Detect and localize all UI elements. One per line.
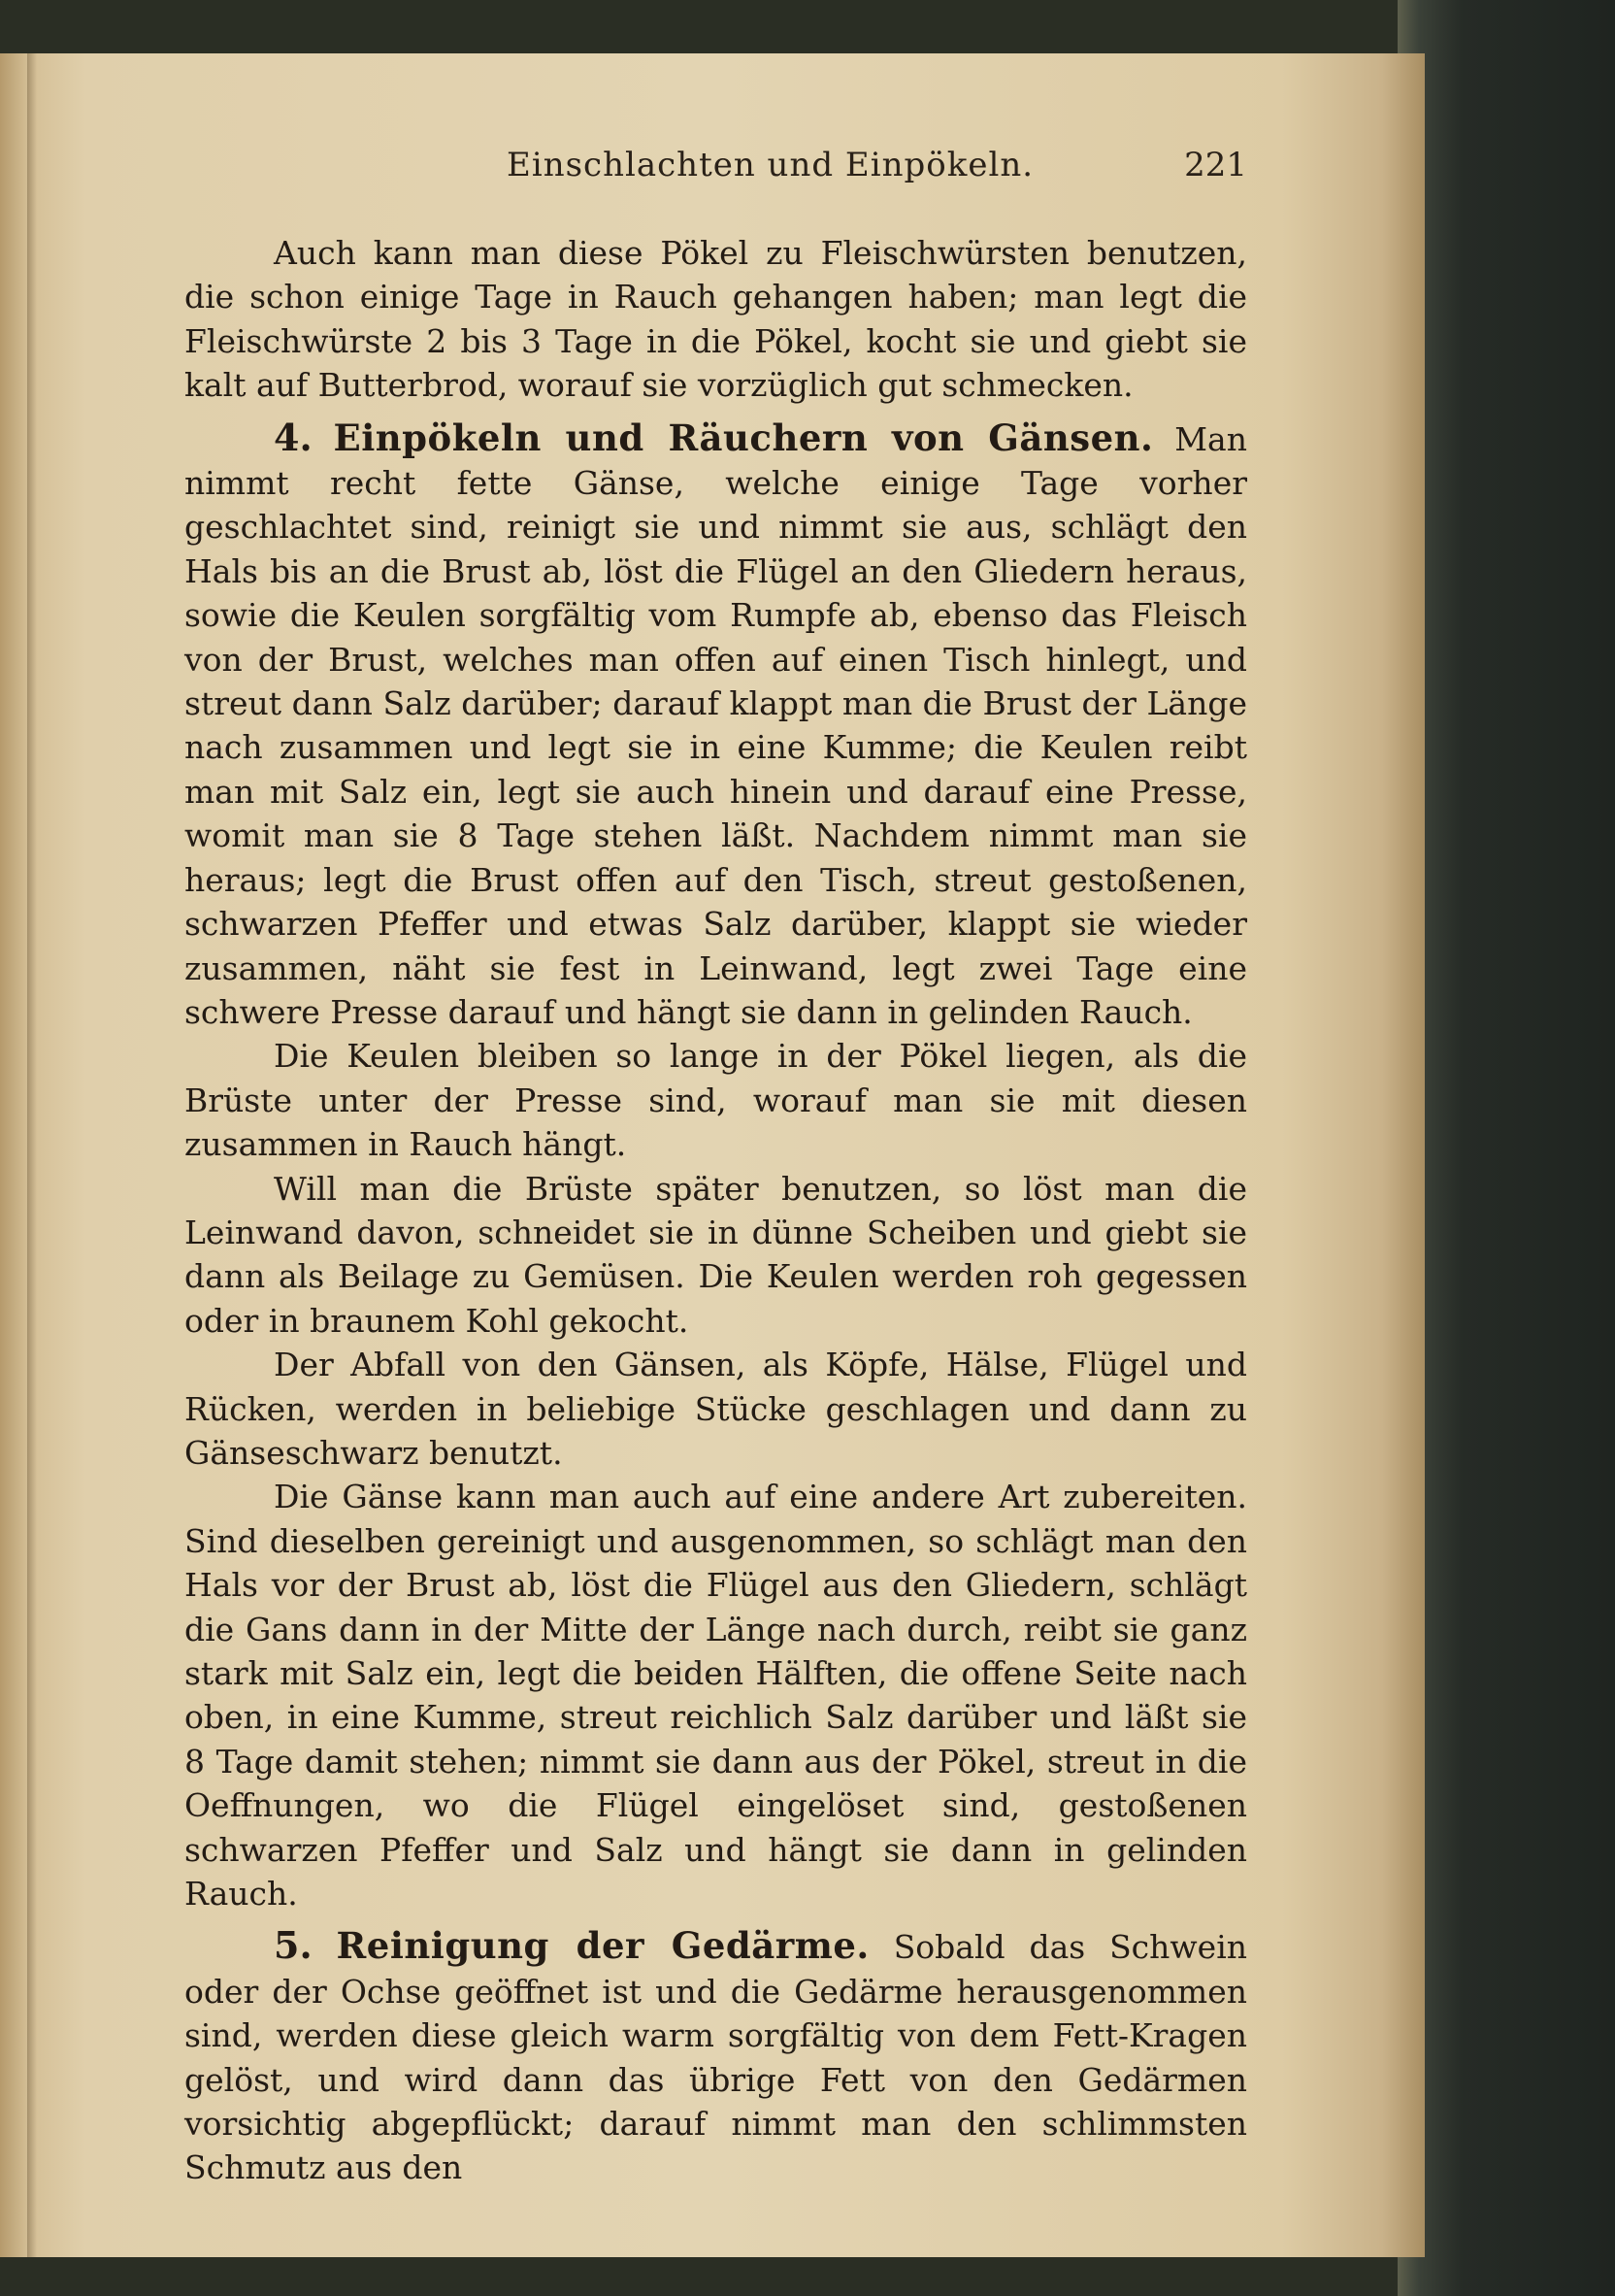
page-number: 221	[1184, 146, 1247, 184]
section-4-number: 4.	[274, 415, 313, 459]
paragraph-brueste: Will man die Brüste später benutzen, so löst man die Leinwand davon, schneidet sie in dünne Scheiben und giebt sie dann als Beilage zu Gemüsen. Die Keulen werden roh gegessen oder in braunem Kohl gekocht.	[184, 1169, 1247, 1340]
paragraph-keulen: Die Keulen bleiben so lange in der Pökel liegen, als die Brüste unter der Presse sind, worauf man sie mit diesen zusammen in Rauch hängt.	[184, 1037, 1247, 1164]
page-gutter-shadow	[27, 53, 37, 2257]
paragraph-fleischwuerste: Auch kann man diese Pökel zu Fleischwürsten benutzen, die schon einige Tage in Rauch gehangen haben; man legt die Fleischwürste 2 bis 3 Tage in die Pökel, kocht sie und giebt sie kalt auf Butterbrod, worauf sie vorzüglich gut schmecken.	[184, 234, 1247, 405]
page-header	[184, 146, 1247, 204]
section-5-number: 5.	[274, 1923, 313, 1968]
section-4-paragraph	[184, 416, 1247, 1035]
section-5-text: Sobald das Schwein oder der Ochse geöffnet ist und die Gedärme herausgenommen sind, werden diese gleich warm sorgfältig von dem Fett-Kragen gelöst, und wird dann das übrige Fett von den Gedärmen vorsichtig abgepflückt; darauf nimmt man den schlimmsten Schmutz aus den	[184, 1928, 1247, 2187]
body-text	[184, 231, 1247, 2190]
section-5-title: Reinigung der Gedärme.	[336, 1924, 870, 1968]
book-cover-edge	[1398, 0, 1615, 2296]
section-5-paragraph	[184, 1923, 1247, 2189]
running-title: Einschlachten und Einpökeln.	[507, 146, 1035, 184]
section-4-text: Man nimmt recht fette Gänse, welche einige Tage vorher geschlachtet sind, reinigt sie und nimmt sie aus, schlägt den Hals bis an die Brust ab, löst die Flügel an den Gliedern heraus, sowie die Keulen sorgfältig vom Rumpfe ab, ebenso das Fleisch von der Brust, welches man offen auf einen Tisch hinlegt, und streut dann Salz darüber; darauf klappt man die Brust der Länge nach zusammen und legt sie in eine Kumme; die Keulen reibt man mit Salz ein, legt sie auch hinein und darauf eine Presse, womit man sie 8 Tage stehen läßt. Nachdem nimmt man sie heraus; legt die Brust offen auf den Tisch, streut gestoßenen, schwarzen Pfeffer und etwas Salz darüber, klappt sie wieder zusammen, näht sie fest in Leinwand, legt zwei Tage eine schwere Presse darauf und hängt sie dann in gelinden Rauch.	[184, 419, 1247, 1031]
section-4-title: Einpökeln und Räuchern von Gänsen.	[333, 416, 1154, 459]
paragraph-abfall: Der Abfall von den Gänsen, als Köpfe, Hälse, Flügel und Rücken, werden in beliebige Stücke geschlagen und dann zu Gänseschwarz benutzt.	[184, 1346, 1247, 1472]
paragraph-andere-art: Die Gänse kann man auch auf eine andere Art zubereiten. Sind dieselben gereinigt und ausgenommen, so schlägt man den Hals vor der Brust ab, löst die Flügel aus den Gliedern, schlägt die Gans dann in der Mitte der Länge nach durch, reibt sie ganz stark mit Salz ein, legt die beiden Hälften, die offene Seite nach oben, in eine Kumme, streut reichlich Salz darüber und läßt sie 8 Tage damit stehen; nimmt sie dann aus der Pökel, streut in die Oeffnungen, wo die Flügel eingelöset sind, gestoßenen schwarzen Pfeffer und Salz und hängt sie dann in gelinden Rauch.	[184, 1478, 1247, 1913]
